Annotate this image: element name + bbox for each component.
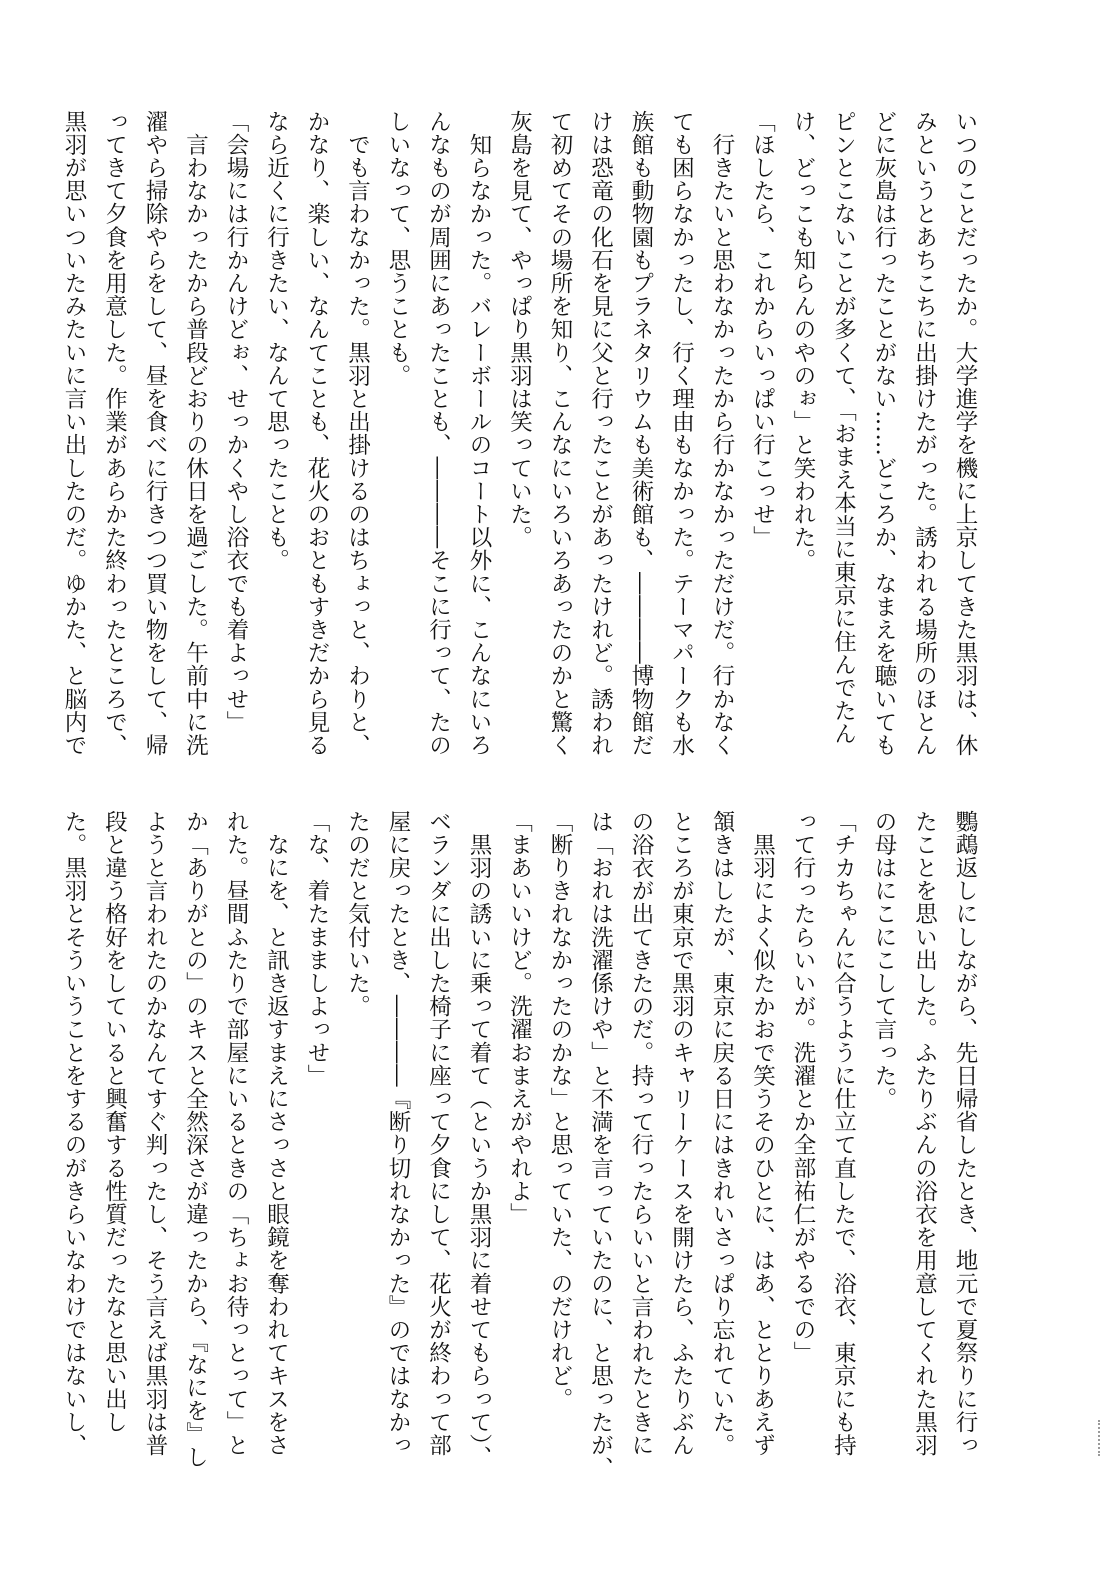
text-line: 「チカちゃんに合うように仕立て直したで、浴衣、東京にも持 — [830, 810, 857, 1457]
text-line: ベランダに出した椅子に座って夕食にして、花火が終わって部 — [425, 810, 452, 1457]
text-line: たことを思い出した。ふたりぶんの浴衣を用意してくれた黒羽 — [911, 810, 938, 1457]
text-line: 段と違う格好をしていると興奮する性質だったなと思い出し — [101, 810, 128, 1434]
text-line: 行きたいと思わなかったから行かなかっただけだ。行かなく — [709, 110, 735, 757]
text-line: 「な、着たまましよっせ」 — [304, 810, 330, 1088]
text-line: ピンとこないことが多くて、「おまえ本当に東京に住んでたん — [830, 110, 857, 746]
text-line: 黒羽によく似たかおで笑うそのひとに、はあ、ととりあえず — [749, 810, 776, 1457]
text-line: でも言わなかった。黒羽と出掛けるのはちょっと、わりと、 — [344, 110, 371, 757]
text-line: けは恐竜の化石を見に父と行ったことがあったけれど。誘われ — [587, 110, 614, 757]
text-line: かなり、楽しい、なんてことも、花火のおともすきだから見る — [304, 110, 330, 757]
text-line: なら近くに行きたい、なんて思ったことも。 — [263, 110, 290, 572]
text-line: け、どっこも知らんのやのぉ」と笑われた。 — [790, 110, 816, 572]
page-edge-mark — [1092, 1420, 1100, 1456]
text-line: みというとあちこちに出掛けたがった。誘われる場所のほとん — [911, 110, 938, 757]
text-line: は「おれは洗濯係けや」と不満を言っていたのに、と思ったが、 — [587, 810, 614, 1480]
text-line: 族館も動物園もプラネタリウムも美術館も、――――博物館だ — [628, 110, 654, 757]
text-line: 頷きはしたが、東京に戻る日にはきれいさっぱり忘れていた。 — [709, 810, 735, 1457]
text-line: 「断りきれなかったのかな」と思っていた、のだけれど。 — [547, 810, 573, 1411]
text-line: ってきて夕食を用意した。作業があらかた終わったところで、 — [101, 110, 128, 757]
text-line: 「会場には行かんけどぉ、せっかくやし浴衣でも着よっせ」 — [223, 110, 249, 734]
text-line: たのだと気付いた。 — [344, 810, 371, 1018]
text-line: の浴衣が出てきたのだ。持って行ったらいいと言われたときに — [628, 810, 654, 1457]
text-line: いつのことだったか。大学進学を機に上京してきた黒羽は、休 — [952, 110, 978, 757]
text-line: 屋に戻ったとき、――――『断り切れなかった』のではなかっ — [385, 810, 411, 1457]
text-block-upper — [61, 110, 985, 760]
text-line: ても困らなかったし、行く理由もなかった。テーマパークも水 — [668, 110, 695, 757]
text-line: れた。昼間ふたりで部屋にいるときの「ちょお待っとって」と — [223, 810, 249, 1457]
text-line: どに灰島は行ったことがない……どころか、なまえを聴いても — [871, 110, 897, 757]
text-line: 黒羽の誘いに乗って着て（というか黒羽に着せてもらって）、 — [466, 810, 492, 1469]
text-line: んなものが周囲にあったことも、――――そこに行って、たの — [425, 110, 452, 757]
text-line: の母はにこにこして言った。 — [871, 810, 897, 1111]
text-line: 濯やら掃除やらをして、昼を食べに行きつつ買い物をして、帰 — [142, 110, 168, 757]
text-line: た。黒羽とそういうことをするのがきらいなわけではないし、 — [61, 810, 87, 1457]
text-line: か「ありがとの」のキスと全然深さが違ったから、『なにを』し — [182, 810, 209, 1469]
text-line: ようと言われたのかなんてすぐ判ったし、そう言えば黒羽は普 — [142, 810, 168, 1457]
text-line: 鸚鵡返しにしながら、先日帰省したとき、地元で夏祭りに行っ — [952, 810, 978, 1457]
text-line: ところが東京で黒羽のキャリーケースを開けたら、ふたりぶん — [668, 810, 695, 1457]
text-line: なにを、と訊き返すまえにさっさと眼鏡を奪われてキスをさ — [263, 810, 290, 1457]
text-line: 黒羽が思いついたみたいに言い出したのだ。ゆかた、と脳内で — [61, 110, 87, 757]
text-line: 知らなかった。バレーボールのコート以外に、こんなにいろ — [466, 110, 492, 757]
text-line: しいなって、思うことも。 — [385, 110, 411, 388]
text-line: 灰島を見て、やっぱり黒羽は笑っていた。 — [506, 110, 533, 549]
text-line: って行ったらいいが。洗濯とか全部祐仁がやるでの」 — [790, 810, 816, 1365]
text-block-lower — [61, 810, 985, 1500]
text-line: 「まあいいけど。洗濯おまえがやれよ」 — [506, 810, 533, 1226]
text-line: 「ほしたら、これからいっぱい行こっせ」 — [749, 110, 776, 549]
text-line: て初めてその場所を知り、こんなにいろいろあったのかと驚く — [547, 110, 573, 757]
text-line: 言わなかったから普段どおりの休日を過ごした。午前中に洗 — [182, 110, 209, 757]
